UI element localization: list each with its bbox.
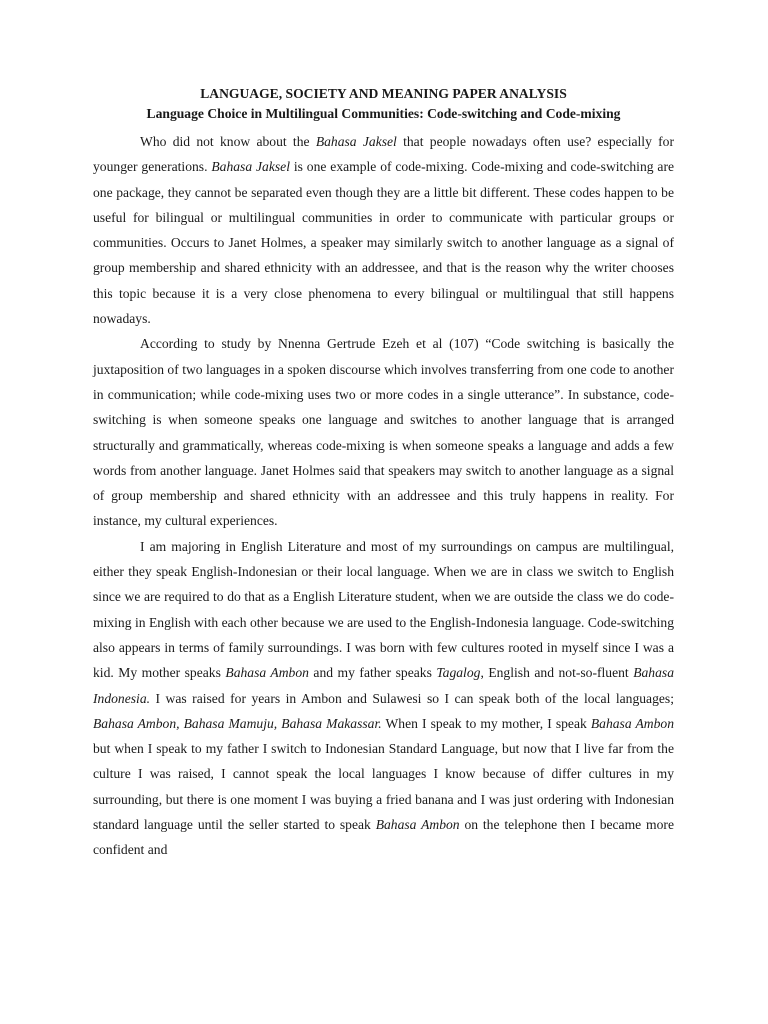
text-run: When I speak to my mother, I speak [381, 715, 591, 731]
document-subtitle: Language Choice in Multilingual Communities: Code-switching and Code-mixing [146, 106, 621, 121]
italic-term: Bahasa Ambon [225, 665, 309, 681]
italic-term: Bahasa Indonesia. [93, 665, 674, 706]
text-run: and my father speaks [308, 665, 437, 681]
text-run: but when I speak to my father I switch to Indonesian Standard Language, but now that I live far from the culture I was raised, I cannot speak the local languages I know because of differ cultures in my surrounding, but there is one moment I was buying a fried banana and I was just ordering with Indonesian standard language until the seller started to speak [93, 741, 674, 833]
document-title: LANGUAGE, SOCIETY AND MEANING PAPER ANALYSIS [200, 86, 567, 101]
text-run: , English and not-so-fluent [480, 665, 634, 681]
text-run: I was raised for years in Ambon and Sulawesi so I can speak both of the local languages; [150, 690, 674, 706]
body-paragraph [93, 534, 674, 863]
text-run: that people nowadays often use? especially for younger generations. [93, 134, 674, 175]
text-run: According to study by Nnenna Gertrude Ezeh et al (107) “Code switching is basically the juxtaposition of two languages in a spoken discourse which involves transferring from one code to another in communication; while code-mixing uses two or more codes in a single utterance”. In substance, code-switching is when someone speaks one language and switches to another language that is arranged structurally and grammatically, whereas code-mixing is when someone speaks a language and adds a few words from another language. Janet Holmes said that speakers may switch to another language as a signal of group membership and shared ethnicity with an addressee and this truly happens in reality. For instance, my cultural experiences. [93, 336, 674, 529]
body-paragraph [93, 129, 674, 331]
text-run: on the telephone then I became more confident and [93, 817, 674, 858]
italic-term: Bahasa Ambon [375, 817, 460, 833]
text-run: Who did not know about the [140, 134, 316, 149]
document-page [93, 84, 674, 863]
italic-term: Bahasa Ambon [590, 715, 674, 731]
italic-term: Tagalog [436, 665, 481, 681]
text-run: I am majoring in English Literature and most of my surroundings on campus are multilingual, either they speak English-Indonesian or their local language. When we are in class we switch to English since we are required to do that as a English Literature student, when we are outside the class we do code-mixing in English with each other because we are used to the English-Indonesia language. Code-switching also appears in terms of family surroundings. I was born with few cultures rooted in myself since I was a kid. My mother speaks [93, 538, 674, 681]
italic-term: Bahasa Jaksel [315, 134, 397, 149]
body-paragraph [93, 331, 674, 533]
document-body [93, 129, 674, 863]
text-run: is one example of code-mixing. Code-mixing and code-switching are one package, they cannot be separated even though they are a little bit different. These codes happen to be useful for bilingual or multilingual communities in order to communicate with particular groups or communities. Occurs to Janet Holmes, a speaker may similarly switch to another language as a signal of group membership and shared ethnicity with an addressee, and that is the reason why the writer chooses this topic because it is a very close phenomena to every bilingual or multilingual that still happens nowadays. [93, 159, 675, 327]
italic-term: Bahasa Jaksel [211, 159, 290, 175]
italic-term: Bahasa Ambon, Bahasa Mamuju, Bahasa Makassar. [93, 715, 382, 731]
